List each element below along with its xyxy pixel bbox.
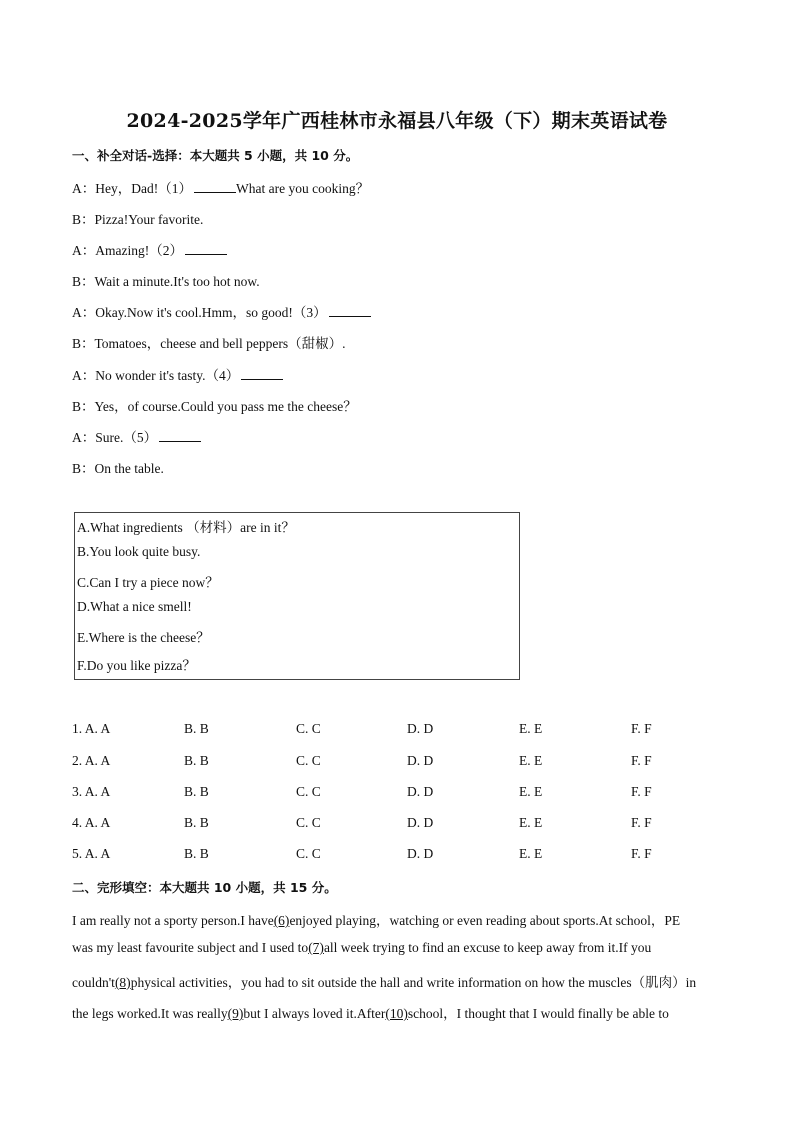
dialogue-text: A：No wonder it's tasty.（4） bbox=[72, 368, 240, 383]
dialogue-line bbox=[72, 177, 369, 197]
section-heading-cloze: 二、完形填空：本大题共 10 小题，共 15 分。 bbox=[72, 880, 337, 895]
option-d[interactable]: D. D bbox=[407, 721, 434, 736]
passage-text: couldn't bbox=[72, 975, 115, 990]
answer-blank bbox=[241, 367, 283, 380]
blank-9: (9) bbox=[227, 1006, 244, 1021]
dialogue-line bbox=[72, 426, 201, 446]
dialogue-line bbox=[72, 208, 203, 228]
option-e[interactable]: E. E bbox=[519, 753, 543, 768]
dialogue-line bbox=[72, 301, 371, 321]
option-c[interactable]: C. C bbox=[296, 784, 321, 799]
option-c[interactable]: C. C bbox=[296, 721, 321, 736]
option-b[interactable]: B. B bbox=[184, 846, 209, 861]
answer-row bbox=[72, 721, 672, 739]
option-e[interactable]: E. E bbox=[519, 784, 543, 799]
dialogue-text: B：On the table. bbox=[72, 461, 164, 476]
dialogue-text: A：Okay.Now it's cool.Hmm，so good!（3） bbox=[72, 305, 327, 320]
blank-10: (10) bbox=[385, 1006, 408, 1021]
passage-text: all week trying to find an excuse to keep away from it.If you bbox=[323, 940, 652, 955]
passage-line bbox=[72, 1002, 722, 1022]
section-heading-dialogue: 一、补全对话-选择：本大题共 5 小题，共 10 分。 bbox=[72, 148, 359, 163]
dialogue-line bbox=[72, 395, 357, 415]
answer-row bbox=[72, 753, 672, 771]
option-c[interactable]: C. C bbox=[296, 815, 321, 830]
answer-blank bbox=[329, 304, 371, 317]
passage-line bbox=[72, 909, 722, 929]
option-e[interactable]: E. E bbox=[519, 815, 543, 830]
question-number-option-a[interactable]: 5. A. A bbox=[72, 846, 111, 861]
blank-7: (7) bbox=[308, 940, 324, 955]
option-c[interactable]: C. C bbox=[296, 753, 321, 768]
option-b[interactable]: B. B bbox=[184, 721, 209, 736]
option-c[interactable]: C. C bbox=[296, 846, 321, 861]
option-a: A.What ingredients （材料）are in it？ bbox=[77, 520, 295, 535]
option-d[interactable]: D. D bbox=[407, 815, 434, 830]
option-f[interactable]: F. F bbox=[631, 753, 652, 768]
dialogue-line bbox=[72, 332, 346, 352]
option-d[interactable]: D. D bbox=[407, 846, 434, 861]
option-b[interactable]: B. B bbox=[184, 784, 209, 799]
option-f[interactable]: F. F bbox=[631, 784, 652, 799]
question-number-option-a[interactable]: 2. A. A bbox=[72, 753, 111, 768]
dialogue-text: A：Amazing!（2） bbox=[72, 243, 183, 258]
passage-line bbox=[72, 971, 722, 991]
page-title: 2024-2025学年广西桂林市永福县八年级（下）期末英语试卷 bbox=[126, 110, 668, 132]
passage-text: was my least favourite subject and I used to bbox=[72, 940, 309, 955]
blank-6: (6) bbox=[273, 913, 290, 928]
option-f: F.Do you like pizza？ bbox=[77, 658, 196, 673]
options-box bbox=[74, 512, 520, 680]
answer-blank bbox=[159, 429, 201, 442]
option-b: B.You look quite busy. bbox=[77, 544, 201, 559]
question-number-option-a[interactable]: 3. A. A bbox=[72, 784, 111, 799]
answer-row bbox=[72, 784, 672, 802]
dialogue-text: B：Pizza!Your favorite. bbox=[72, 212, 204, 227]
option-d[interactable]: D. D bbox=[407, 784, 434, 799]
answer-row bbox=[72, 815, 672, 833]
dialogue-text: What are you cooking？ bbox=[235, 181, 370, 196]
option-b[interactable]: B. B bbox=[184, 815, 209, 830]
dialogue-text: B：Yes，of course.Could you pass me the cheese？ bbox=[72, 399, 357, 414]
dialogue-line bbox=[72, 364, 283, 384]
passage-text: school，I thought that I would finally be able to bbox=[407, 1006, 669, 1021]
answer-row bbox=[72, 846, 672, 864]
passage-line bbox=[72, 940, 722, 956]
option-c: C.Can I try a piece now？ bbox=[77, 575, 219, 590]
dialogue-text: B：Tomatoes，cheese and bell peppers（甜椒）. bbox=[72, 336, 346, 351]
option-d[interactable]: D. D bbox=[407, 753, 434, 768]
dialogue-line bbox=[72, 270, 260, 290]
option-e[interactable]: E. E bbox=[519, 721, 543, 736]
option-e: E.Where is the cheese？ bbox=[77, 630, 210, 645]
question-number-option-a[interactable]: 1. A. A bbox=[72, 721, 111, 736]
passage-text: physical activities，you had to sit outside the hall and write information on how the muscles（肌肉）in bbox=[130, 975, 697, 990]
dialogue-line bbox=[72, 239, 227, 259]
answer-blank bbox=[194, 180, 236, 193]
passage-text: but I always loved it.After bbox=[243, 1006, 386, 1021]
option-f[interactable]: F. F bbox=[631, 846, 652, 861]
option-f[interactable]: F. F bbox=[631, 815, 652, 830]
question-number-option-a[interactable]: 4. A. A bbox=[72, 815, 111, 830]
blank-8: (8) bbox=[114, 975, 131, 990]
passage-text: enjoyed playing，watching or even reading about sports.At school，PE bbox=[289, 913, 681, 928]
passage-text: I am really not a sporty person.I have bbox=[72, 913, 274, 928]
answer-blank bbox=[185, 242, 227, 255]
dialogue-text: A：Hey，Dad!（1） bbox=[72, 181, 192, 196]
dialogue-text: B：Wait a minute.It's too hot now. bbox=[72, 274, 260, 289]
option-b[interactable]: B. B bbox=[184, 753, 209, 768]
dialogue-line bbox=[72, 457, 164, 477]
option-f[interactable]: F. F bbox=[631, 721, 652, 736]
option-d: D.What a nice smell! bbox=[77, 599, 192, 614]
dialogue-text: A：Sure.（5） bbox=[72, 430, 158, 445]
passage-text: the legs worked.It was really bbox=[72, 1006, 228, 1021]
option-e[interactable]: E. E bbox=[519, 846, 543, 861]
